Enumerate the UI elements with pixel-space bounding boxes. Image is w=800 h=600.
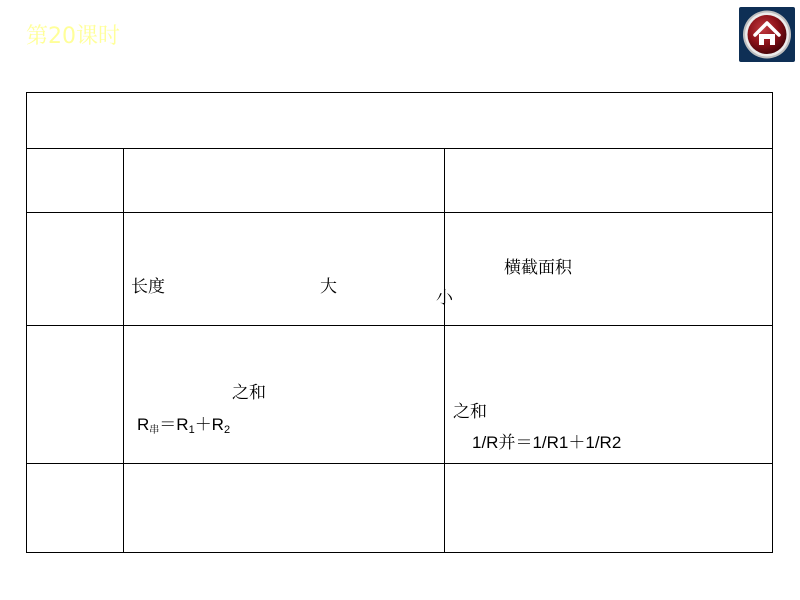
series-resistance-formula: [137, 415, 231, 436]
row2-left-text-large: 大: [320, 277, 337, 297]
row3-left-text-sum: 之和: [232, 383, 266, 403]
table-border-left: [26, 92, 27, 553]
formula-eq-r: ＝R: [159, 415, 189, 434]
formula-sub-2: 2: [223, 424, 231, 436]
formula-sub-1: 1: [188, 424, 195, 436]
formula-sub-series: 串: [149, 425, 160, 436]
formula-plus-r: ＋R: [194, 415, 224, 434]
column-divider-2: [444, 148, 445, 553]
home-icon: [739, 7, 795, 62]
lesson-title: 第20课时: [26, 24, 120, 49]
column-divider-1: [123, 148, 124, 553]
row2-right-text-cross-section: 横截面积: [504, 258, 572, 278]
parallel-resistance-formula: 1/R并＝1/R1＋1/R2: [472, 433, 622, 452]
row-divider-3: [26, 325, 773, 326]
home-button[interactable]: [739, 7, 795, 62]
table-border-right: [772, 92, 773, 553]
table-border-bottom: [26, 552, 773, 553]
row2-left-text-length: 长度: [131, 277, 165, 297]
formula-r: R: [137, 415, 150, 434]
row2-right-text-small: 小: [436, 288, 453, 308]
row3-right-text-sum: 之和: [453, 402, 487, 422]
row-divider-1: [26, 148, 773, 149]
row-divider-2: [26, 212, 773, 213]
table-border-top: [26, 92, 773, 93]
row-divider-4: [26, 463, 773, 464]
